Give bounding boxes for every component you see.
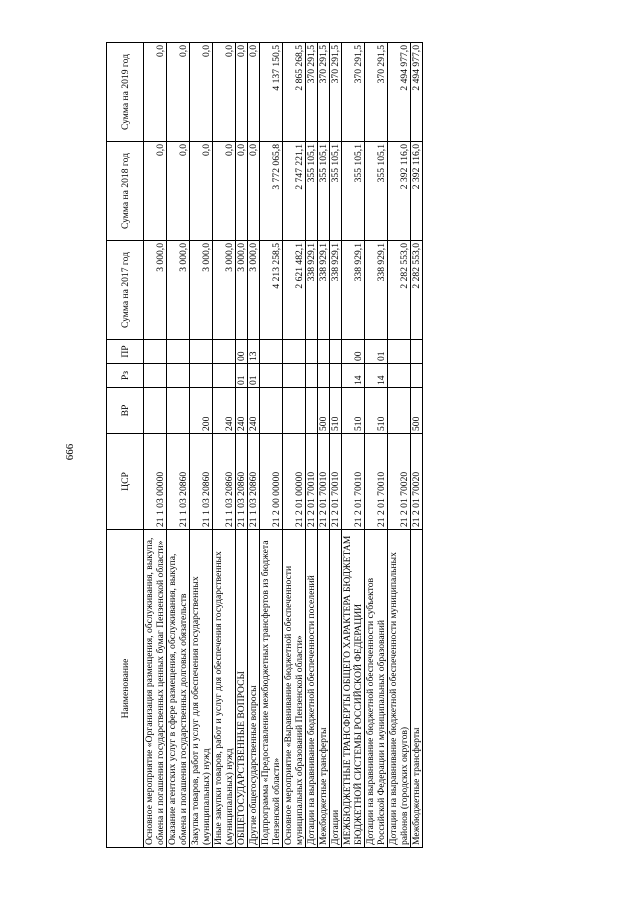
cell-sum-2019: 0,0 (167, 43, 190, 142)
cell-sum-2018: 355 105,1 (318, 142, 330, 241)
cell-sum-2018: 0,0 (167, 142, 190, 241)
cell-csr: 21 1 03 20860 (248, 434, 260, 530)
cell-csr: 21 2 01 70010 (330, 434, 342, 530)
cell-csr: 21 2 01 70010 (342, 434, 365, 530)
cell-sum-2019: 4 137 150,5 (260, 43, 283, 142)
cell-pr (260, 340, 283, 364)
cell-pr (318, 340, 330, 364)
cell-sum-2019: 0,0 (236, 43, 248, 142)
page-number: 666 (64, 443, 76, 461)
header-sum-2017: Сумма на 2017 год (107, 241, 144, 340)
cell-csr: 21 2 01 00000 (283, 434, 306, 530)
cell-sum-2017: 3 000,0 (213, 241, 236, 340)
header-vr: ВР (107, 388, 144, 434)
cell-name: Иные закупки товаров, работ и услуг для обеспечения государственных (муниципальных) нужд (213, 530, 236, 848)
table-row (306, 43, 318, 848)
cell-vr: 510 (365, 388, 388, 434)
cell-csr: 21 1 03 00000 (144, 434, 167, 530)
cell-sum-2017: 3 000,0 (144, 241, 167, 340)
cell-sum-2018: 3 772 065,8 (260, 142, 283, 241)
cell-sum-2019: 0,0 (144, 43, 167, 142)
cell-vr (260, 388, 283, 434)
table-row (411, 43, 423, 848)
table-row (248, 43, 260, 848)
cell-pr (190, 340, 213, 364)
cell-sum-2019: 370 291,5 (365, 43, 388, 142)
cell-vr: 240 (213, 388, 236, 434)
table-row (260, 43, 283, 848)
cell-csr: 21 1 03 20860 (236, 434, 248, 530)
cell-vr: 510 (330, 388, 342, 434)
cell-name: Межбюджетные трансферты (411, 530, 423, 848)
cell-rz (306, 364, 318, 388)
cell-rz (318, 364, 330, 388)
cell-sum-2018: 355 105,1 (342, 142, 365, 241)
cell-sum-2018: 355 105,1 (306, 142, 318, 241)
cell-sum-2017: 338 929,1 (306, 241, 318, 340)
cell-sum-2017: 3 000,0 (236, 241, 248, 340)
cell-rz (388, 364, 411, 388)
cell-name: Подпрограмма «Предоставление межбюджетных трансфертов из бюджета Пензенской области» (260, 530, 283, 848)
cell-sum-2018: 2 747 221,1 (283, 142, 306, 241)
table-row (213, 43, 236, 848)
budget-table-wrapper (106, 42, 558, 848)
table-row (330, 43, 342, 848)
cell-name: Дотации на выравнивание бюджетной обеспеченности муниципальных районов (городских округов) (388, 530, 411, 848)
cell-pr: 13 (248, 340, 260, 364)
cell-name: Дотации на выравнивание бюджетной обеспеченности поселений (306, 530, 318, 848)
cell-csr: 21 2 01 70010 (365, 434, 388, 530)
cell-name: МЕЖБЮДЖЕТНЫЕ ТРАНСФЕРТЫ ОБЩЕГО ХАРАКТЕРА БЮДЖЕТАМ БЮДЖЕТНОЙ СИСТЕМЫ РОССИЙСКОЙ ФЕДЕРАЦИИ (342, 530, 365, 848)
cell-csr: 21 2 01 70010 (306, 434, 318, 530)
cell-sum-2018: 355 105,1 (330, 142, 342, 241)
cell-pr (283, 340, 306, 364)
table-body (144, 43, 423, 848)
cell-pr (330, 340, 342, 364)
cell-pr (213, 340, 236, 364)
cell-pr (411, 340, 423, 364)
cell-csr: 21 1 03 20860 (213, 434, 236, 530)
table-row (236, 43, 248, 848)
cell-vr: 240 (248, 388, 260, 434)
cell-sum-2017: 2 282 553,0 (388, 241, 411, 340)
cell-sum-2018: 0,0 (236, 142, 248, 241)
budget-table (106, 42, 423, 848)
cell-sum-2019: 370 291,5 (306, 43, 318, 142)
cell-sum-2019: 0,0 (213, 43, 236, 142)
cell-sum-2019: 370 291,5 (318, 43, 330, 142)
cell-sum-2018: 0,0 (213, 142, 236, 241)
header-csr: ЦСР (107, 434, 144, 530)
cell-sum-2018: 355 105,1 (365, 142, 388, 241)
cell-sum-2019: 2 494 977,0 (411, 43, 423, 142)
cell-csr: 21 2 01 70010 (318, 434, 330, 530)
table-row (318, 43, 330, 848)
cell-sum-2017: 3 000,0 (248, 241, 260, 340)
cell-name: Закупка товаров, работ и услуг для обеспечения государственных (муниципальных) нужд (190, 530, 213, 848)
table-row (190, 43, 213, 848)
cell-name: Межбюджетные трансферты (318, 530, 330, 848)
cell-sum-2017: 3 000,0 (167, 241, 190, 340)
cell-sum-2017: 338 929,1 (365, 241, 388, 340)
cell-vr: 200 (190, 388, 213, 434)
cell-rz (330, 364, 342, 388)
cell-csr: 21 1 03 20860 (167, 434, 190, 530)
cell-vr: 500 (318, 388, 330, 434)
cell-name: Дотации на выравнивание бюджетной обеспеченности субъектов Российской Федерации и муниципальных образований (365, 530, 388, 848)
cell-pr: 00 (342, 340, 365, 364)
cell-sum-2019: 2 865 268,5 (283, 43, 306, 142)
cell-rz (411, 364, 423, 388)
cell-sum-2019: 0,0 (248, 43, 260, 142)
cell-sum-2018: 0,0 (248, 142, 260, 241)
cell-rz (167, 364, 190, 388)
cell-rz (260, 364, 283, 388)
cell-csr: 21 2 01 70020 (411, 434, 423, 530)
header-name: Наименование (107, 530, 144, 848)
table-row (144, 43, 167, 848)
cell-vr: 510 (342, 388, 365, 434)
cell-csr: 21 2 00 00000 (260, 434, 283, 530)
cell-sum-2017: 338 929,1 (342, 241, 365, 340)
cell-vr (167, 388, 190, 434)
cell-rz (190, 364, 213, 388)
cell-csr: 21 2 01 70020 (388, 434, 411, 530)
cell-vr (388, 388, 411, 434)
header-pr: ПР (107, 340, 144, 364)
cell-rz: 01 (248, 364, 260, 388)
cell-sum-2017: 3 000,0 (190, 241, 213, 340)
table-row (365, 43, 388, 848)
header-rz: Рз (107, 364, 144, 388)
cell-vr: 240 (236, 388, 248, 434)
table-row (283, 43, 306, 848)
cell-rz: 14 (342, 364, 365, 388)
cell-sum-2019: 0,0 (190, 43, 213, 142)
cell-rz: 14 (365, 364, 388, 388)
cell-name: Другие общегосударственные вопросы (248, 530, 260, 848)
cell-rz (213, 364, 236, 388)
cell-csr: 21 1 03 20860 (190, 434, 213, 530)
cell-vr (306, 388, 318, 434)
cell-pr: 01 (365, 340, 388, 364)
cell-name: Основное мероприятие «Выравнивание бюджетной обеспеченности муниципальных образований Пензенской области» (283, 530, 306, 848)
cell-pr (144, 340, 167, 364)
cell-rz (144, 364, 167, 388)
cell-name: Оказание агентских услуг в сфере размещения, обслуживания, выкупа, обмена и погашения государственных долговых обязательств (167, 530, 190, 848)
cell-vr (283, 388, 306, 434)
cell-pr: 00 (236, 340, 248, 364)
cell-pr (306, 340, 318, 364)
table-header-row (107, 43, 144, 848)
cell-sum-2017: 4 213 258,5 (260, 241, 283, 340)
table-row (388, 43, 411, 848)
cell-sum-2017: 338 929,1 (330, 241, 342, 340)
table-row (342, 43, 365, 848)
cell-sum-2019: 370 291,5 (330, 43, 342, 142)
cell-sum-2019: 2 494 977,0 (388, 43, 411, 142)
cell-rz (283, 364, 306, 388)
cell-rz: 01 (236, 364, 248, 388)
table-row (167, 43, 190, 848)
cell-pr (388, 340, 411, 364)
cell-sum-2018: 0,0 (190, 142, 213, 241)
cell-sum-2018: 2 392 116,0 (411, 142, 423, 241)
cell-pr (167, 340, 190, 364)
cell-sum-2017: 338 929,1 (318, 241, 330, 340)
cell-sum-2019: 370 291,5 (342, 43, 365, 142)
cell-sum-2017: 2 282 553,0 (411, 241, 423, 340)
cell-sum-2018: 2 392 116,0 (388, 142, 411, 241)
header-sum-2018: Сумма на 2018 год (107, 142, 144, 241)
cell-sum-2017: 2 621 482,1 (283, 241, 306, 340)
cell-name: Основное мероприятие «Организация размещения, обслуживания, выкупа, обмена и погашения государственных ценных бумаг Пензенской области» (144, 530, 167, 848)
cell-vr (144, 388, 167, 434)
cell-name: ОБЩЕГОСУДАРСТВЕННЫЕ ВОПРОСЫ (236, 530, 248, 848)
header-sum-2019: Сумма на 2019 год (107, 43, 144, 142)
cell-vr: 500 (411, 388, 423, 434)
cell-name: Дотации (330, 530, 342, 848)
cell-sum-2018: 0,0 (144, 142, 167, 241)
